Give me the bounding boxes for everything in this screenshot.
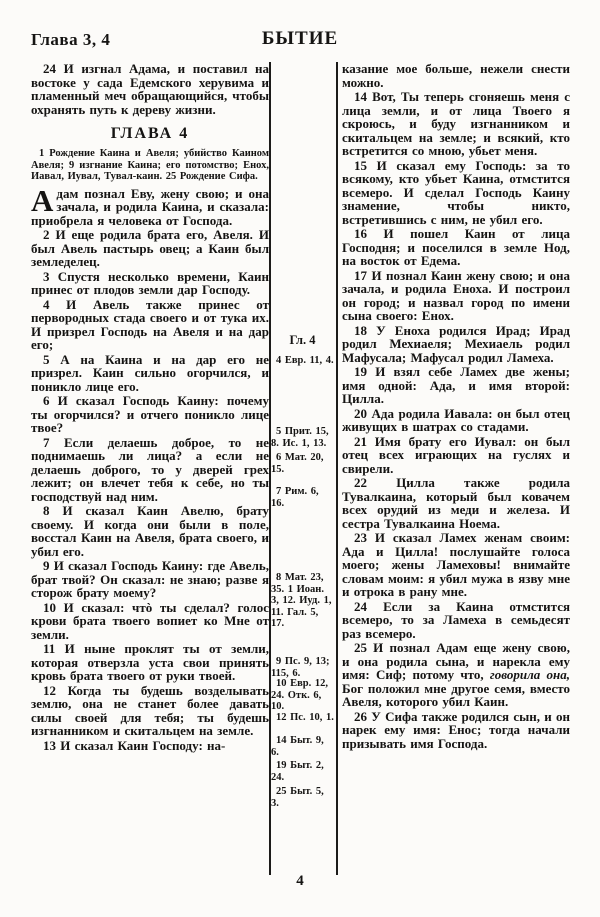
verse-number: 10 [43,599,56,615]
verse-number: 2 [43,227,50,242]
verse-number: 13 [43,737,56,753]
verse-paragraph [342,365,570,406]
verse-paragraph-dropcap [31,182,269,228]
reference-verse-number: 8 [276,572,282,583]
reference-text: Мат. 20, 15. [271,452,324,475]
verse-number: 19 [354,364,367,379]
verse-paragraph [31,228,269,269]
verse-text: И изгнал Адама, и поставил на востоке у сада Едемского херувима и пламенный меч обращающийся, чтобы охранять путь к дереву жизни. [31,61,270,117]
reference-verse-number: 10 [276,678,287,689]
verse-paragraph [342,324,570,365]
verse-number: 16 [354,226,367,241]
verse-paragraph [31,739,269,753]
drop-cap-letter: А [31,182,54,218]
reference-text: Евр. 11, 4. [284,355,334,366]
verse-text: И сказал Каин Авелю, брату своему. И когда они были в поле, восстал Каин на Авеля, брата своего, и убил его. [31,503,269,559]
verse-paragraph [342,435,570,476]
verse-number: 5 [43,351,50,367]
cross-reference [271,656,334,679]
verse-paragraph [342,227,570,268]
verse-number: 17 [354,267,367,283]
verse-text: Цилла также родила Тувалкаина, который был ковачем всех орудий из меди и железа. И сестра Тувалкаина Ноема. [342,475,571,531]
verse-text: И сказал ему Господь: за то всякому, кто убьет Каина, отмстится всемеро. И сделал Господь Каину знамение, чтобы никто, встретившись с ним, не убил его. [342,157,570,227]
cross-reference [271,712,334,724]
verse-text: И сказал Господь Каину: почему ты огорчился? и отчего поникло лице твое? [31,393,270,435]
verse-text: Спустя несколько времени, Каин принес от плодов земли дар Господу. [31,268,269,297]
cross-reference [271,355,334,367]
verse-paragraph [31,504,269,558]
verse-text: Если за Каина отмстится всемеро, то за Ламеха в семьдесят раз всемеро. [342,598,570,641]
verse-number: 24 [354,598,367,614]
reference-text: Быт. 9, 6. [271,735,324,758]
reference-text: Прит. 15, 8. Ис. 1, 13. [271,426,329,449]
verse-text: Когда ты будешь возделывать землю, она не станет более давать силы своей для тебя; ты будешь изгнанником и скитальцем на земле. [31,682,269,738]
verse-paragraph [342,531,570,599]
verse-number: 8 [43,503,50,518]
verse-number: 22 [354,475,367,490]
verse-paragraph [342,710,570,751]
verse-text: И взял себе Ламех две жены; имя одной: Ада, и имя второй: Цилла. [342,364,570,406]
cross-reference [271,426,334,449]
verse-text: И сказал: чтò ты сделал? голос крови брата твоего вопиет ко Мне от земли. [31,599,269,642]
reference-verse-number: 5 [276,426,282,437]
cross-reference [271,786,334,809]
verse-text: Бог положил мне другое семя, вместо Авеля, которого убил Каин. [342,680,570,709]
verse-text: Вот, Ты теперь сгоняешь меня с лица земли, и от лица Твоего я скроюсь, и буду изгнанником и скитальцем на земле; и всякий, кто встретится со мною, убьет меня. [342,89,570,158]
verse-paragraph [31,684,269,738]
references-heading: Гл. 4 [289,333,316,347]
reference-text: Мат. 23, 35. 1 Иоан. 3, 12. Иуд. 1, 11. Гал. 5, 17. [271,572,332,629]
verse-number: 4 [43,296,50,312]
verse-text: И Авель также принес от первородных стада своего и от тука их. И призрел Господь на Авеля и на дар его; [31,296,269,352]
running-head-book-title: БЫТИЕ [261,28,339,49]
verse-number: 11 [43,641,56,656]
verse-text: Если делаешь доброе, то не поднимаешь ли лица? а если не делаешь доброго, то у дверей грех лежит; он влечет тебя к себе, но ты господствуй над ним. [31,434,270,504]
reference-verse-number: 19 [276,760,287,771]
verse-paragraph [31,270,269,297]
verse-text: И ныне проклят ты от земли, которая отверзла уста свои принять кровь брата твоего от руки твоей. [31,641,269,683]
verse-text: И пошел Каин от лица Господня; и поселился в земле Нод, на восток от Едема. [342,226,570,268]
reference-verse-number: 6 [276,452,282,463]
reference-text: Пс. 10, 1. [290,712,334,723]
left-text-column [31,61,269,752]
verse-number: 14 [354,89,367,104]
verse-text: У Сифа также родился сын, и он нарек ему имя: Енос; тогда начали призывать имя Господа. [342,708,570,751]
verse-number: 23 [354,530,367,545]
verse-number: 6 [43,393,50,408]
cross-reference [271,452,334,475]
verse-paragraph [31,642,269,683]
reference-text: Пс. 9, 13; 115, 6. [271,656,330,679]
verse-paragraph-with-italic [342,641,570,709]
verse-paragraph [31,62,269,116]
reference-verse-number: 4 [276,355,282,366]
chapter-summary: 1 Рождение Каина и Авеля; убийство Каином Авеля; 9 изгнание Каина; его потомство; Енох, Иавал, Иувал, Тувал-каин. 25 Рождение Сифа. [31,148,269,182]
verse-number: 21 [354,433,367,449]
verse-paragraph [31,394,269,435]
verse-text: И сказал Каин Господу: на- [60,737,226,753]
verse-number: 7 [43,434,50,450]
verse-number: 24 [43,61,56,76]
verse-text: И сказал Господь Каину: где Авель, брат твой? Он сказал: не знаю; разве я сторож брату моему? [31,558,269,600]
verse-text: И познал Адам еще жену свою, и она родила сына, и нарекла ему имя: Сиф; потому что, [342,640,570,682]
reference-verse-number: 14 [276,735,287,746]
verse-number: 20 [354,405,367,421]
verse-number: 9 [43,558,50,573]
verse-paragraph [342,90,570,158]
verse-number: 15 [354,157,367,173]
verse-paragraph [342,600,570,641]
verse-paragraph [31,559,269,600]
verse-text: Имя брату его Иувал: он был отец всех играющих на гуслях и свирели. [342,433,571,476]
reference-verse-number: 7 [276,486,282,497]
reference-text: Быт. 2, 24. [271,760,324,783]
cross-reference [271,572,334,630]
right-text-column [342,61,570,750]
verse-text: Ада родила Иавала: он был отец живущих в шатрах со стадами. [342,405,570,434]
page-number: 4 [296,873,304,889]
reference-verse-number: 25 [276,786,287,797]
running-head-chapters: Глава 3, 4 [31,30,111,49]
verse-continuation: казание мое больше, нежели снести можно. [342,61,570,90]
reference-text: Рим. 6, 16. [271,486,319,509]
reference-text: Евр. 12, 24. Отк. 6, 10. [271,678,329,712]
verse-paragraph [342,159,570,227]
reference-text: Быт. 5, 3. [271,786,324,809]
verse-paragraph [31,601,269,642]
verse-number: 26 [354,708,367,724]
verse-text: дам познал Еву, жену свою; и она зачала, и родила Каина, и сказала: приобрела я человека от Господа. [31,185,269,228]
verse-paragraph [31,353,269,394]
verse-text: И сказал Ламех женам своим: Ада и Цилла! послушайте голоса моего; жены Ламеховы! внимайте словам моим: я убил мужа в язву мне и отрока в рану мне. [342,530,571,599]
verse-paragraph [342,476,570,530]
verse-number: 3 [43,268,50,284]
verse-paragraph [342,407,570,434]
cross-reference [271,678,334,713]
verse-number: 12 [43,682,56,698]
verse-paragraph [31,298,269,352]
verse-text: У Еноха родился Ирад; Ирад родил Мехиаеля; Мехиаель родил Мафусала; Мафусал родил Ламеха. [342,322,571,365]
verse-number: 18 [354,322,367,338]
reference-verse-number: 12 [276,712,287,723]
cross-reference [271,486,334,509]
verse-paragraph [31,436,269,504]
chapter-heading: ГЛАВА 4 [110,125,190,142]
verse-text: И познал Каин жену свою; и она зачала, и родила Еноха. И построил он город; и назвал город по имени сына своего: Енох. [342,267,571,323]
verse-text: И еще родила брата его, Авеля. И был Авель пастырь овец; а Каин был земледелец. [31,227,270,269]
verse-number: 25 [354,640,367,655]
cross-reference [271,735,334,758]
column-divider-right [336,62,338,875]
cross-reference [271,760,334,783]
verse-text-italic: говорила она, [489,667,570,682]
verse-paragraph [342,269,570,323]
verse-text: А на Каина и на дар его не призрел. Каин сильно огорчился, и поникло лице его. [31,351,269,394]
reference-verse-number: 9 [276,656,282,667]
